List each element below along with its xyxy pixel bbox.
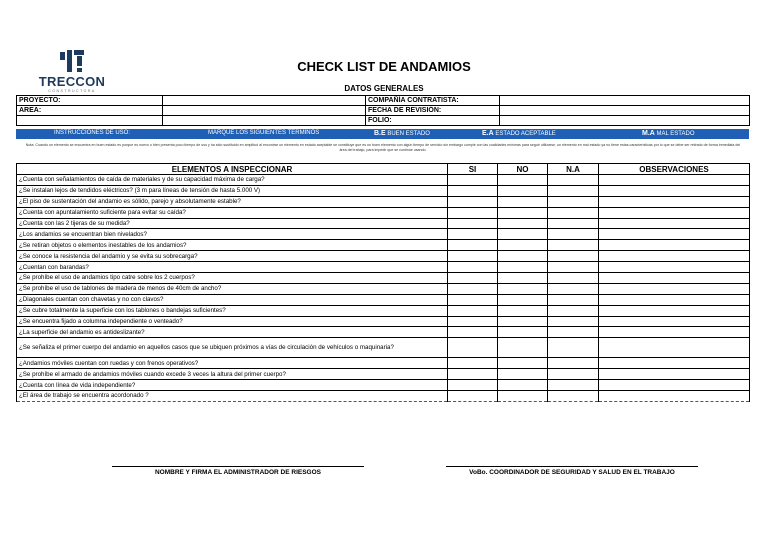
answer-si[interactable] xyxy=(448,358,498,369)
checklist-row xyxy=(17,380,750,391)
folio-field[interactable] xyxy=(500,116,750,126)
checklist-question: ¿El área de trabajo se encuentra acordonado ? xyxy=(17,391,448,402)
instrucciones-label: INSTRUCCIONES DE USO: xyxy=(54,130,131,136)
answer-si[interactable] xyxy=(448,175,498,186)
answer-si[interactable] xyxy=(448,305,498,316)
checklist-question: ¿Se prohíbe el armado de andamios móviles cuando excede 3 veces la altura del primer cuerpo? xyxy=(17,369,448,380)
answer-si[interactable] xyxy=(448,327,498,338)
answer-na[interactable] xyxy=(548,369,599,380)
answer-no[interactable] xyxy=(498,196,548,207)
legend-ma-code: M.A xyxy=(642,130,655,137)
checklist-question: ¿Se señaliza el primer cuerpo del andamio en aquellos casos que se ubiquen próximos a vías de circulación de vehículos o maquinaria? xyxy=(17,338,448,358)
answer-na[interactable] xyxy=(548,196,599,207)
answer-observaciones[interactable] xyxy=(599,175,750,186)
answer-na[interactable] xyxy=(548,294,599,305)
answer-na[interactable] xyxy=(548,283,599,294)
answer-observaciones[interactable] xyxy=(599,262,750,273)
signature-administrador: NOMBRE Y FIRMA EL ADMINISTRADOR DE RIESGOS xyxy=(112,466,364,480)
answer-na[interactable] xyxy=(548,240,599,251)
checklist-question: ¿Diagonales cuentan con chavetas y no con clavos? xyxy=(17,294,448,305)
answer-observaciones[interactable] xyxy=(599,391,750,402)
answer-observaciones[interactable] xyxy=(599,316,750,327)
answer-si[interactable] xyxy=(448,218,498,229)
checklist-question: ¿Se prohíbe el uso de andamios tipo catre sobre los 2 cuerpos? xyxy=(17,273,448,284)
answer-si[interactable] xyxy=(448,316,498,327)
checklist-row xyxy=(17,196,750,207)
proyecto-field[interactable] xyxy=(163,96,366,106)
answer-observaciones[interactable] xyxy=(599,196,750,207)
checklist-question: ¿Se prohíbe el uso de tablones de madera de menos de 40cm de ancho? xyxy=(17,283,448,294)
checklist-question: ¿Cuenta con apuntalamiento suficiente para evitar su caída? xyxy=(17,207,448,218)
compania-field[interactable] xyxy=(500,96,750,106)
compania-label: COMPAÑÍA CONTRATISTA: xyxy=(366,96,500,106)
answer-na[interactable] xyxy=(548,305,599,316)
checklist-row xyxy=(17,305,750,316)
proyecto-label: PROYECTO: xyxy=(17,96,163,106)
col-na: N.A xyxy=(548,164,599,175)
answer-no[interactable] xyxy=(498,294,548,305)
answer-si[interactable] xyxy=(448,391,498,402)
answer-si[interactable] xyxy=(448,196,498,207)
general-data-table xyxy=(16,95,750,126)
checklist-row xyxy=(17,175,750,186)
col-si: SI xyxy=(448,164,498,175)
checklist-row xyxy=(17,327,750,338)
fecha-field[interactable] xyxy=(500,106,750,116)
checklist-row xyxy=(17,262,750,273)
answer-no[interactable] xyxy=(498,327,548,338)
usage-note: Nota: Cuando un elemento se encuentra en buen estado es porque es nuevo o bien presenta poco tiempo de uso y ha sido sustituido en amplitud al encontrar un elemento en estado aceptable se constituye que es un buen elemento con algún tiempo de servicio sin embargo cumple con las cualidades mínimas para seguir utilizarse, un elemento en mal estado ya no tiene estas características por lo que se debe ser retirado de forma inmediata del área del trabajo, para impedir que se continúe usando. xyxy=(25,143,741,152)
answer-no[interactable] xyxy=(498,240,548,251)
checklist-question: ¿Se retiran objetos o elementos inestables de los andamios? xyxy=(17,240,448,251)
checklist-row xyxy=(17,358,750,369)
answer-no[interactable] xyxy=(498,283,548,294)
legend-ea xyxy=(482,130,556,137)
answer-na[interactable] xyxy=(548,175,599,186)
answer-no[interactable] xyxy=(498,380,548,391)
area-label: AREA: xyxy=(17,106,163,116)
answer-no[interactable] xyxy=(498,338,548,358)
answer-si[interactable] xyxy=(448,207,498,218)
answer-no[interactable] xyxy=(498,175,548,186)
answer-na[interactable] xyxy=(548,185,599,196)
checklist-question: ¿Cuentan con barandas? xyxy=(17,262,448,273)
answer-observaciones[interactable] xyxy=(599,380,750,391)
answer-na[interactable] xyxy=(548,316,599,327)
checklist-row xyxy=(17,338,750,358)
marque-label: MARQUE LOS SIGUIENTES TERMINOS xyxy=(208,130,320,136)
answer-si[interactable] xyxy=(448,380,498,391)
answer-na[interactable] xyxy=(548,391,599,402)
answer-observaciones[interactable] xyxy=(599,369,750,380)
checklist-question: ¿Cuenta con señalamientos de caída de materiales y de su capacidad máxima de carga? xyxy=(17,175,448,186)
checklist-question: ¿Los andamios se encuentran bien nivelados? xyxy=(17,229,448,240)
answer-na[interactable] xyxy=(548,251,599,262)
answer-na[interactable] xyxy=(548,380,599,391)
fecha-label: FECHA DE REVISIÓN: xyxy=(366,106,500,116)
checklist-question: ¿Cuenta con las 2 tijeras de su medida? xyxy=(17,218,448,229)
checklist-header xyxy=(17,164,750,175)
answer-observaciones[interactable] xyxy=(599,218,750,229)
checklist-question: ¿Se conoce la resistencia del andamio y se evita su sobrecarga? xyxy=(17,251,448,262)
answer-si[interactable] xyxy=(448,240,498,251)
checklist-row xyxy=(17,294,750,305)
answer-observaciones[interactable] xyxy=(599,240,750,251)
col-elementos: ELEMENTOS A INSPECCIONAR xyxy=(17,164,448,175)
checklist-question: ¿Andamios móviles cuentan con ruedas y con frenos operativos? xyxy=(17,358,448,369)
checklist-row xyxy=(17,283,750,294)
checklist-table xyxy=(16,163,750,402)
answer-observaciones[interactable] xyxy=(599,229,750,240)
answer-observaciones[interactable] xyxy=(599,207,750,218)
answer-si[interactable] xyxy=(448,251,498,262)
checklist-question: ¿Se cubre totalmente la superficie con los tablones o bandejas suficientes? xyxy=(17,305,448,316)
answer-na[interactable] xyxy=(548,338,599,358)
answer-observaciones[interactable] xyxy=(599,338,750,358)
answer-no[interactable] xyxy=(498,369,548,380)
answer-observaciones[interactable] xyxy=(599,305,750,316)
legend-bar xyxy=(16,129,749,139)
section-title: DATOS GENERALES xyxy=(344,84,424,93)
answer-na[interactable] xyxy=(548,327,599,338)
answer-na[interactable] xyxy=(548,358,599,369)
answer-no[interactable] xyxy=(498,305,548,316)
checklist-row xyxy=(17,251,750,262)
answer-no[interactable] xyxy=(498,391,548,402)
col-no: NO xyxy=(498,164,548,175)
answer-observaciones[interactable] xyxy=(599,273,750,284)
legend-ma xyxy=(642,130,695,137)
checklist-question: ¿La superficie del andamio es antideslizante? xyxy=(17,327,448,338)
answer-observaciones[interactable] xyxy=(599,185,750,196)
checklist-row xyxy=(17,185,750,196)
answer-si[interactable] xyxy=(448,369,498,380)
empty-cell xyxy=(17,116,163,126)
signature-coordinador: VoBo. COORDINADOR DE SEGURIDAD Y SALUD EN EL TRABAJO xyxy=(446,466,698,480)
area-field[interactable] xyxy=(163,106,366,116)
answer-no[interactable] xyxy=(498,218,548,229)
col-observaciones: OBSERVACIONES xyxy=(599,164,750,175)
answer-observaciones[interactable] xyxy=(599,251,750,262)
checklist-question: ¿Cuenta con línea de vida independiente? xyxy=(17,380,448,391)
checklist-row xyxy=(17,218,750,229)
checklist-question: ¿Se encuentra fijado a columna independiente o venteado? xyxy=(17,316,448,327)
legend-ma-text: MAL ESTADO xyxy=(656,131,695,137)
checklist-row xyxy=(17,316,750,327)
answer-na[interactable] xyxy=(548,218,599,229)
answer-no[interactable] xyxy=(498,251,548,262)
answer-no[interactable] xyxy=(498,273,548,284)
folio-label: FOLIO: xyxy=(366,116,500,126)
answer-si[interactable] xyxy=(448,283,498,294)
answer-si[interactable] xyxy=(448,273,498,284)
answer-no[interactable] xyxy=(498,316,548,327)
checklist-row xyxy=(17,207,750,218)
checklist-row xyxy=(17,369,750,380)
answer-observaciones[interactable] xyxy=(599,358,750,369)
legend-be-text: BUEN ESTADO xyxy=(387,131,430,137)
checklist-row xyxy=(17,391,750,402)
legend-be-code: B.E xyxy=(374,130,386,137)
answer-na[interactable] xyxy=(548,229,599,240)
answer-si[interactable] xyxy=(448,185,498,196)
checklist-row xyxy=(17,240,750,251)
answer-si[interactable] xyxy=(448,338,498,358)
checklist-question: ¿Se instalan lejos de tendidos eléctricos? (3 m para líneas de tensión de hasta 5.000 V) xyxy=(17,185,448,196)
answer-si[interactable] xyxy=(448,229,498,240)
answer-observaciones[interactable] xyxy=(599,294,750,305)
legend-be xyxy=(374,130,430,137)
answer-na[interactable] xyxy=(548,273,599,284)
logo-tagline: CONSTRUCTORA xyxy=(48,89,96,93)
document-title: CHECK LIST DE ANDAMIOS xyxy=(297,59,471,74)
answer-si[interactable] xyxy=(448,262,498,273)
checklist-row xyxy=(17,229,750,240)
checklist-row xyxy=(17,273,750,284)
answer-no[interactable] xyxy=(498,185,548,196)
answer-no[interactable] xyxy=(498,262,548,273)
answer-no[interactable] xyxy=(498,229,548,240)
answer-observaciones[interactable] xyxy=(599,327,750,338)
legend-ea-text: ESTADO ACEPTABLE xyxy=(495,131,556,137)
empty-cell xyxy=(163,116,366,126)
answer-observaciones[interactable] xyxy=(599,283,750,294)
legend-ea-code: E.A xyxy=(482,130,494,137)
answer-si[interactable] xyxy=(448,294,498,305)
checklist-question: ¿El piso de sustentación del andamio es sólido, parejo y absolutamente estable? xyxy=(17,196,448,207)
answer-na[interactable] xyxy=(548,262,599,273)
answer-no[interactable] xyxy=(498,358,548,369)
answer-no[interactable] xyxy=(498,207,548,218)
answer-na[interactable] xyxy=(548,207,599,218)
logo-name: TRECCON xyxy=(38,74,106,89)
